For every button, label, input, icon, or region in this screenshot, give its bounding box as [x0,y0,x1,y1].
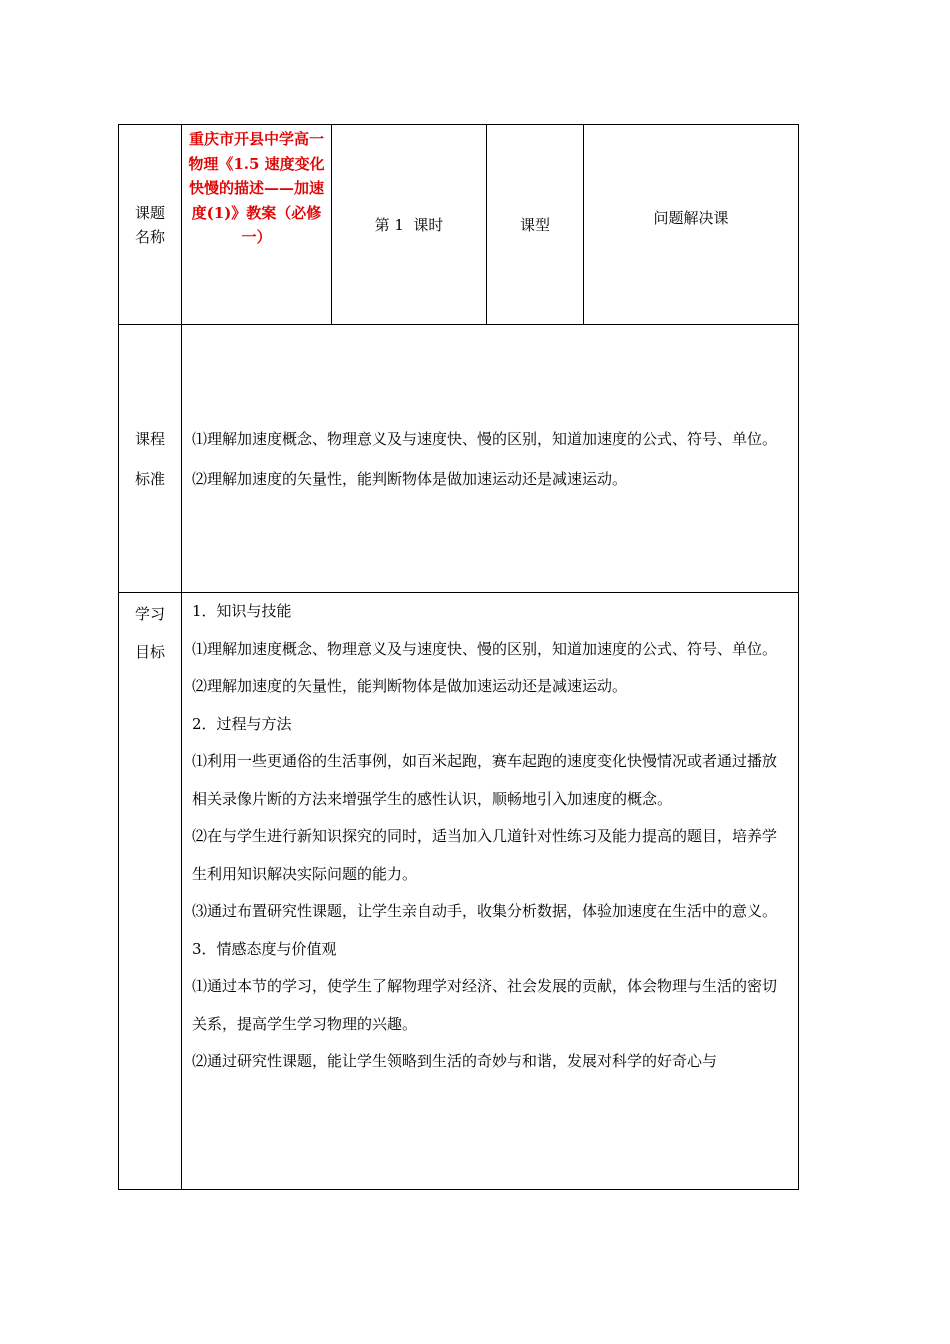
goal-item: ⑵在与学生进行新知识探究的同时，适当加入几道针对性练习及能力提高的题目，培养学生利用知识解决实际问题的能力。 [192,827,778,883]
goal-heading: 1．知识与技能 [192,602,292,620]
header-row [119,125,799,325]
standard-item: ⑴理解加速度概念、物理意义及与速度快、慢的区别，知道加速度的公式、符号、单位。 [192,429,778,448]
topic-label-cell [119,125,182,325]
page-title: 重庆市开县中学高一物理《1.5 速度变化快慢的描述——加速度(1)》教案（必修一） [188,130,325,246]
goal-item: ⑵通过研究性课题，能让学生领略到生活的奇妙与和谐，发展对科学的好奇心与 [192,1052,718,1070]
standard-label-cell [119,325,182,593]
goals-content [182,593,799,1190]
standard-row [119,325,799,593]
standard-item: ⑵理解加速度的矢量性，能判断物体是做加速运动还是减速运动。 [192,469,628,488]
period-cell [332,125,487,325]
standard-label-2: 标准 [134,469,165,488]
standard-label-1: 课程 [134,429,165,448]
type-label: 课型 [519,216,550,234]
goal-heading: 2．过程与方法 [192,714,292,733]
goals-label-2: 目标 [134,643,165,661]
goal-item: ⑴理解加速度概念、物理意义及与速度快、慢的区别，知道加速度的公式、符号、单位。 [192,639,778,658]
goal-item: ⑵理解加速度的矢量性，能判断物体是做加速运动还是减速运动。 [192,677,628,695]
goal-heading: 3．情感态度与价值观 [192,939,337,958]
type-label-cell [487,125,584,325]
type-value-cell [584,125,799,325]
goal-item: ⑴利用一些更通俗的生活事例，如百米起跑，赛车起跑的速度变化快慢情况或者通过播放相关录像片断的方法来增强学生的感性认识，顺畅地引入加速度的概念。 [192,752,778,808]
period-text: 第 1 课时 [374,216,444,234]
goals-label-1: 学习 [134,605,165,623]
goal-item: ⑶通过布置研究性课题，让学生亲自动手，收集分析数据，体验加速度在生活中的意义。 [192,902,778,920]
goals-row [119,593,799,1190]
standard-content [182,325,799,593]
lesson-plan-table [118,124,799,1190]
title-cell [182,125,332,325]
goal-item: ⑴通过本节的学习，使学生了解物理学对经济、社会发展的贡献，体会物理与生活的密切关系，提高学生学习物理的兴趣。 [192,977,778,1033]
type-value: 问题解决课 [653,209,729,227]
topic-label: 课题名称 [134,203,165,246]
goals-label-cell [119,593,182,1190]
